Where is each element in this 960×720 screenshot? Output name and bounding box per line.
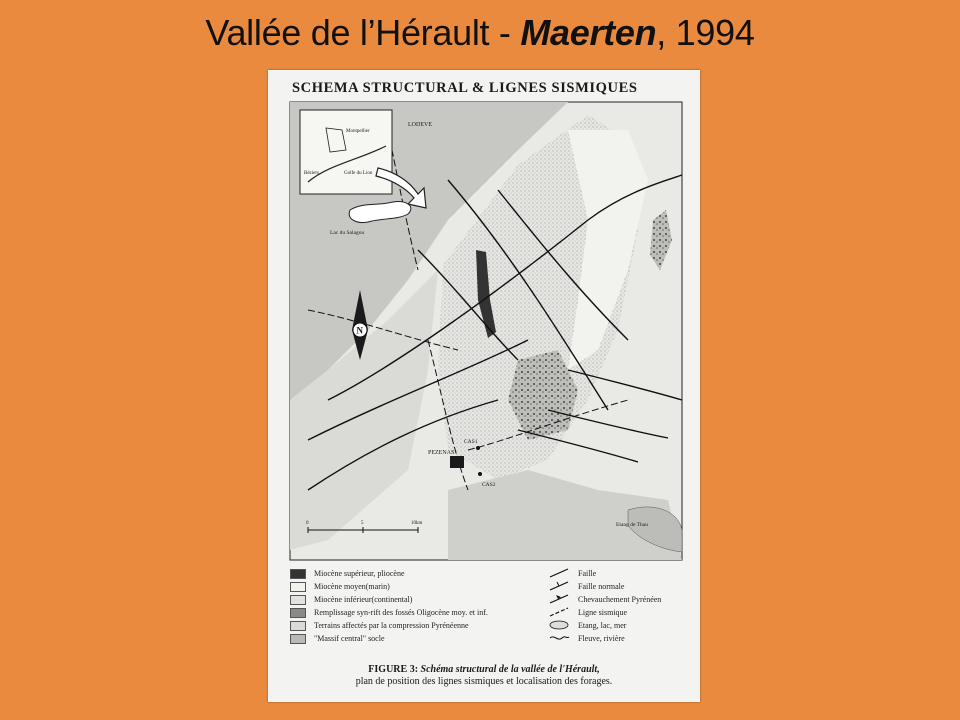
scale-zero: 0 [306,521,309,526]
legend-item [290,593,540,606]
legend-label: "Massif central" socle [314,634,385,643]
slide-title [0,12,960,54]
legend-item [548,593,688,606]
legend-label: Chevauchement Pyrénéen [578,595,662,604]
legend-label: Terrains affectés par la compression Pyrénéenne [314,621,469,630]
north-label: N [356,325,363,336]
scale-mid: 5 [361,521,364,526]
inset-gulf: Golfe du Lion [344,171,373,176]
scanned-figure [268,70,700,702]
legend-label: Fleuve, rivière [578,634,625,643]
symbol-chevauchement [548,593,572,605]
label-lake: Lac du Salagou [330,230,365,236]
swatch-pyrenean [290,621,306,631]
legend-item [290,606,540,619]
legend-item [548,632,688,645]
legend-symbols [548,567,688,645]
legend-item [290,632,540,645]
legend-item [290,619,540,632]
swatch-massif-central [290,634,306,644]
inset-city-beziers: Béziers [304,171,319,176]
label-well-1: CAS1 [464,439,478,445]
title-author: Maerten [520,12,657,53]
symbol-etang [548,619,572,631]
legend-label: Faille normale [578,582,625,591]
map-legend [290,567,680,647]
legend-item [548,580,688,593]
legend-label: Ligne sismique [578,608,628,617]
swatch-synrift [290,608,306,618]
label-pezenas: PEZENAS [428,450,455,456]
well-cas1 [476,446,480,450]
inset-map [300,110,392,194]
pezenas-marker [450,456,464,468]
scale-end: 10km [411,521,423,526]
figure-caption [288,664,680,688]
legend-item [548,567,688,580]
inset-city-montpellier: Montpellier [346,129,370,134]
swatch-miocene-superieur [290,569,306,579]
symbol-ligne-sismique [548,606,572,618]
legend-item [290,580,540,593]
legend-item [548,606,688,619]
caption-subtitle: plan de position des lignes sismiques et localisation des forages. [355,676,613,687]
label-well-2: CAS2 [482,482,496,488]
symbol-faille-normale [548,580,572,592]
legend-item [548,619,688,632]
legend-label: Etang, lac, mer [578,621,627,630]
structural-map [268,70,700,570]
title-prefix: Vallée de l’Hérault - [205,12,521,53]
legend-formations [290,567,540,645]
symbol-faille [548,567,572,579]
legend-label: Miocène moyen(marin) [314,582,390,591]
swatch-miocene-moyen [290,582,306,592]
title-suffix: , 1994 [656,12,755,53]
map-heading: SCHEMA STRUCTURAL & LIGNES SISMIQUES [292,80,638,96]
swatch-miocene-inferieur [290,595,306,605]
legend-label: Faille [578,569,597,578]
legend-label: Remplissage syn-rift des fossés Oligocène moy. et inf. [314,608,488,617]
caption-title: Schéma structural de la vallée de l'Hérault, [420,664,600,675]
well-cas2 [478,472,482,476]
caption-number: FIGURE 3: [368,664,419,675]
symbol-fleuve [548,632,572,644]
legend-label: Miocène supérieur, pliocène [314,569,405,578]
legend-item [290,567,540,580]
legend-label: Miocène inférieur(continental) [314,595,413,604]
label-etang: Etang de Thau [616,522,648,528]
label-lodeve: LODEVE [408,122,432,128]
